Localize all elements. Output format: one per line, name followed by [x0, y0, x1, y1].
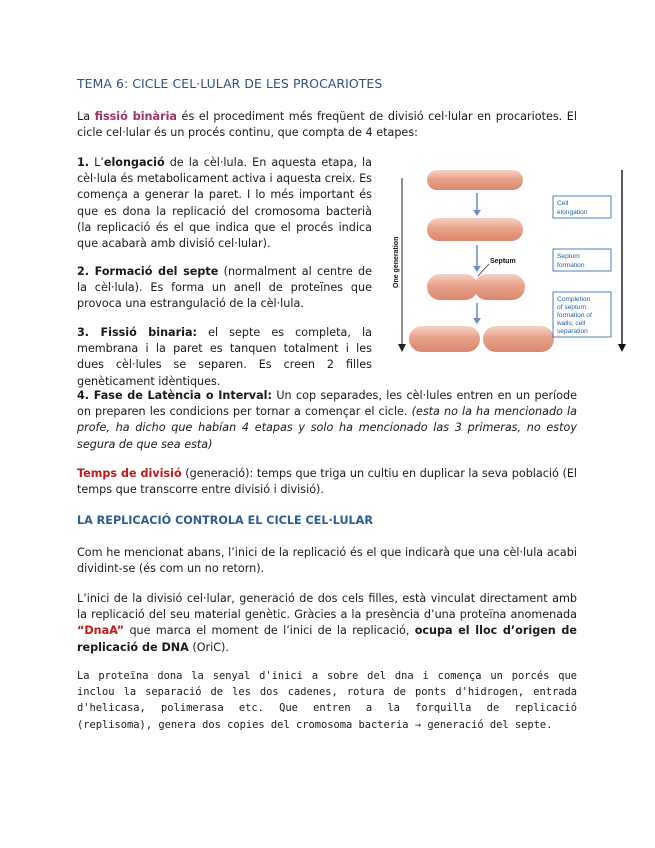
division-time-term: Temps de divisió	[77, 467, 182, 480]
time-axis-arrowhead	[618, 344, 626, 352]
stage-2-text: (normalment al centre de la cèl·lula). Es forma un anell de proteïnes que provoca una estrangulació de la cèl·lula.	[77, 265, 372, 311]
replication-paragraph-1: Com he mencionat abans, l’inici de la replicació és el que indicarà que una cèl·lula acabi dividint-se (és com un no retorn).	[77, 546, 577, 576]
stage-2-paragraph	[77, 264, 372, 313]
binary-fission-figure	[386, 166, 634, 356]
stage-4-term: Fase de Latència o Interval:	[89, 389, 272, 402]
cell-4b	[483, 326, 554, 352]
stage-label-3-line-5: separation	[557, 328, 588, 335]
stage-4-paragraph	[77, 388, 577, 453]
generation-axis-label: One generation	[393, 236, 400, 288]
stage-4-number: 4.	[77, 389, 90, 402]
stage-label-3-line-2: of septum;	[557, 304, 588, 311]
generation-axis-arrowhead	[398, 344, 406, 352]
stage-1-term: elongació	[103, 156, 165, 169]
cell-2	[427, 218, 523, 241]
division-time-paragraph	[77, 466, 577, 498]
intro-paragraph	[77, 109, 577, 141]
replication-paragraph-2	[77, 591, 577, 656]
stage-1-text: de la cèl·lula. En aquesta etapa, la cèl·lula és metabolicament activa i aquesta creix. Es comença a generar la paret. I lo més important és que es dona la replicació del cromosoma bacterià (la replicació és el que indica que el procés indica que acabarà amb divisió cel·lular).	[77, 156, 372, 251]
step-arrow-2-head	[473, 266, 481, 272]
division-time-text: (generació): temps que triga un cultiu en duplicar la seva població (El temps que transcorre entre divisió i divisió).	[77, 467, 578, 497]
stage-2-term: Formació del septe	[89, 265, 219, 278]
stage-label-1-line-1: Cell	[557, 200, 569, 207]
paragraph-2-mid: que marca el moment de l’inici de la replicació,	[124, 624, 415, 638]
septum-label: Septum	[490, 258, 516, 265]
stage-1-number: 1.	[77, 156, 90, 169]
stage-3-number: 3.	[77, 326, 90, 339]
stage-3-text: el septe es completa, la membrana i la paret es tanquen totalment i les dues cèl·lules se separen. Es creen 2 filles genèticament idèntiques.	[77, 326, 372, 388]
stage-4-note: (esta no la ha mencionado la profe, ha dicho que habían 4 etapas y solo ha mencionado las 3 primeras, no estoy segura de que sea esta)	[77, 405, 577, 451]
paragraph-2-end: (OriC).	[188, 640, 229, 654]
stage-1-pre: L’	[89, 156, 104, 169]
stage-4-text: Un cop separades, les cèl·lules entren en un període on preparen les condicions per tornar a començar el cicle.	[77, 389, 577, 419]
cell-1	[427, 170, 523, 190]
cell-3b	[474, 274, 525, 300]
cell-3a	[427, 274, 478, 300]
page-title: TEMA 6: CICLE CEL·LULAR DE LES PROCARIOTES	[77, 76, 383, 91]
stage-3-paragraph	[77, 325, 372, 390]
stage-label-1-line-2: elongation	[557, 209, 588, 216]
stage-label-3-line-1: Completion	[557, 296, 591, 303]
intro-post: és el procediment més freqüent de divisió cel·lular en procariotes. El cicle cel·lular és un procés continu, que compta de 4 etapes:	[77, 110, 577, 140]
paragraph-2-text: L’inici de la divisió cel·lular, generació de dos cels filles, està vinculat directament amb la replicació del seu material genètic. Gràcies a la presència d’una proteïna anomenada	[77, 592, 577, 622]
intro-term: fissió binària	[94, 110, 177, 123]
stage-1-paragraph	[77, 155, 372, 252]
stage-2-number: 2.	[77, 265, 90, 278]
step-arrow-3-head	[473, 318, 481, 324]
step-arrow-1-head	[473, 210, 481, 216]
dnaa-protein-term: “DnaA”	[77, 624, 125, 638]
cell-4a	[409, 326, 480, 352]
intro-pre: La	[77, 110, 95, 123]
stage-label-3-line-4: walls; cell	[557, 320, 586, 327]
stage-3-term: Fissió binaria:	[89, 326, 197, 339]
stage-label-2-line-2: formation	[557, 262, 585, 269]
stage-label-3-line-3: formation of	[557, 312, 592, 319]
replication-paragraph-3: La proteïna dona la senyal d'inici a sobre del dna i comença un porcés que inclou la separació de les dos cadenes, rotura de ponts d'hidrogen, entrada d'helicasa, polimerasa etc. Que entren a la forquilla de replicació (replisoma), genera dos copies del cromosoma bacteria → generació del septe.	[77, 670, 577, 731]
paragraph-2-bold: ocupa el lloc d’origen de replicació de DNA	[77, 624, 577, 654]
section-heading: LA REPLICACIÓ CONTROLA EL CICLE CEL·LULAR	[77, 514, 373, 527]
stage-label-2-line-1: Septum	[557, 253, 580, 260]
